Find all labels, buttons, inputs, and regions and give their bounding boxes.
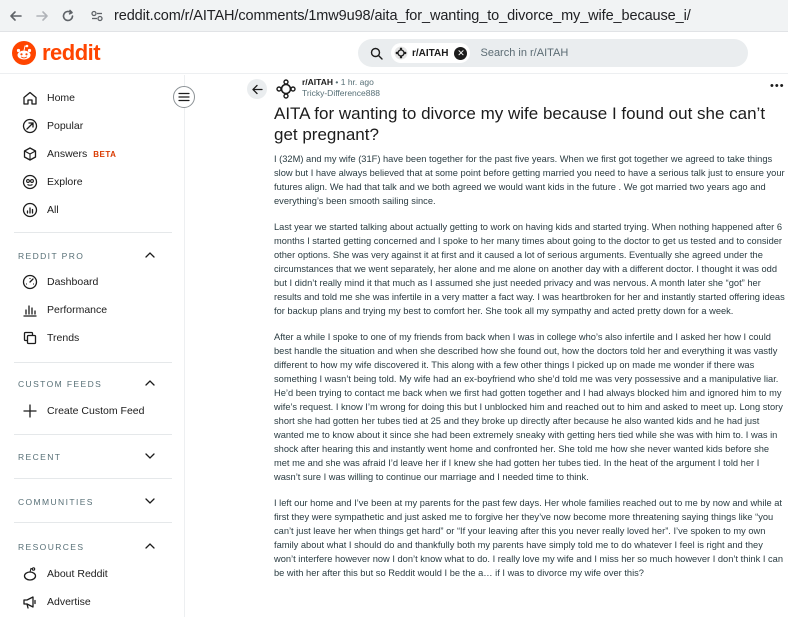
beta-badge: BETA	[93, 149, 117, 159]
explore-icon	[21, 173, 39, 191]
reddit-logo[interactable]	[12, 40, 100, 66]
post-meta	[302, 77, 374, 87]
chevron-up-icon[interactable]	[144, 540, 156, 552]
dashboard-icon	[21, 273, 39, 291]
address-bar[interactable]	[88, 4, 778, 28]
post-paragraph: After a while I spoke to one of my friends from back when I was in college who’s also infertile and I asked her how I could best handle the situation and when she described how she found out, how the doctors told her and everything it was vastly different to how my wife discovered it. This along with a few other things I picked up on made me wonder if there was something I wasn’t being told. My wife had an ex-boyfriend who she’d told me was very possessive and a manipulative liar. He’d been trying to contact me back when we first had gotten together and I had always blocked him and ignored him to my wife’s request. I know I’m wrong for doing this but I unblocked him and reached out to him and asked to meet up. Long story short she had gotten her tubes tied at 25 and they broke up directly after because he also wanted kids and he had just wanted me to know about it since she had been extremely sneaky with getting hers tied while she was with him to. I was in shock after hearing this and instantly went home and confronted her. She told me how she never wanted kids before she met me and she was afraid I’d leave her if I knew she had gotten her tubes tied. In the heat of the argument I told her I wasn’t sure I was willing to continue our marriage and I needed time to think.	[274, 332, 783, 482]
sidebar-item-trends[interactable]: Trends	[21, 328, 79, 348]
trends-icon	[21, 329, 39, 347]
sidebar-item-about-reddit[interactable]: About Reddit	[21, 564, 108, 584]
sidebar-item-answers[interactable]: Answers BETA	[21, 144, 116, 164]
search-icon	[370, 47, 383, 60]
all-icon	[21, 201, 39, 219]
sidebar-item-all[interactable]: All	[21, 200, 59, 220]
browser-toolbar	[0, 0, 788, 32]
clear-chip-icon[interactable]: ✕	[454, 47, 467, 60]
sidebar-item-advertise[interactable]: Advertise	[21, 592, 91, 612]
sidebar-item-performance[interactable]: Performance	[21, 300, 107, 320]
arrow-left-icon	[252, 84, 263, 95]
about-reddit-icon	[21, 565, 39, 583]
chevron-up-icon[interactable]	[144, 249, 156, 261]
sidebar-divider	[14, 478, 172, 479]
search-input[interactable]: Search in r/AITAH	[480, 47, 569, 59]
advertise-icon	[21, 593, 39, 611]
sidebar-toggle-button[interactable]	[173, 86, 195, 108]
hamburger-icon	[178, 92, 190, 102]
performance-icon	[21, 301, 39, 319]
answers-icon	[21, 145, 39, 163]
reload-icon[interactable]	[58, 6, 78, 26]
reddit-header	[0, 32, 788, 74]
reddit-snoo-icon	[12, 41, 36, 65]
sidebar-divider	[14, 232, 172, 233]
forward-arrow-icon[interactable]	[32, 6, 52, 26]
sidebar-item-explore[interactable]: Explore	[21, 172, 83, 192]
home-icon	[21, 89, 39, 107]
subreddit-search-chip[interactable]	[391, 43, 470, 63]
post-paragraph: I left our home and I’ve been at my parents for the past few days. Her whole families reached out to me by now and while at first they were sympathetic and just asked me to forgive her they’ve now become more threatening saying things like “you can’t just leave her when things get hard” or “If your leaving after this you never really loved her”. I’ve spoken to my own family about what I should do and thankfully both my parents have simply told me to do whatever I feel is right and they won’t interfere however now I don’t know what to do. I really love my wife and I miss her so much however I don’t think I can be with her after this but so Reddit would I be the a… if I was to divorce my wife over this?	[274, 498, 783, 578]
section-title-custom-feeds[interactable]: CUSTOM FEEDS	[18, 379, 103, 389]
search-bar[interactable]	[358, 39, 748, 67]
section-title-resources[interactable]: RESOURCES	[18, 542, 85, 552]
plus-icon	[21, 402, 39, 420]
chevron-up-icon[interactable]	[144, 377, 156, 389]
post-body	[274, 152, 786, 592]
chevron-down-icon[interactable]	[144, 495, 156, 507]
back-button[interactable]	[247, 79, 267, 99]
post-title: AITA for wanting to divorce my wife because I found out she can’t get pregnant?	[274, 104, 766, 144]
subreddit-avatar-icon	[394, 46, 408, 60]
post-paragraph: Last year we started talking about actually getting to work on having kids and started trying. When nothing happened after 6 months I started getting concerned and I spoke to her many times about going to the doctor to get us tested and to consider other options. She was very against it at first and it caused a lot of serious arguments. Eventually she agreed under the circumstances that we went separately, her alone and me alone on another day with a different doctor. I thought it was odd but I didn’t really mind it that much as I assumed she just needed privacy and was nervous. A month later she “got” her results and told me she was infertile in a very matter a fact way. I was heartbroken for her and instantly started offering ideas for backup plans and trying my best to comfort her. She took all my sympathy and acted pretty down for a week.	[274, 222, 785, 316]
sidebar-divider	[14, 434, 172, 435]
sidebar-item-dashboard[interactable]: Dashboard	[21, 272, 98, 292]
back-arrow-icon[interactable]	[6, 6, 26, 26]
section-title-reddit-pro[interactable]: REDDIT PRO	[18, 251, 85, 261]
sidebar-item-home[interactable]: Home	[21, 88, 75, 108]
section-title-communities[interactable]: COMMUNITIES	[18, 497, 94, 507]
url-text: reddit.com/r/AITAH/comments/1mw9u98/aita_for_wanting_to_divorce_my_wife_because_i/	[114, 8, 691, 24]
search-chip-label: r/AITAH	[412, 47, 449, 59]
chevron-down-icon[interactable]	[144, 450, 156, 462]
sidebar-item-create-custom-feed[interactable]: Create Custom Feed	[21, 401, 144, 421]
post-time: • 1 hr. ago	[335, 77, 374, 87]
sidebar-divider	[14, 362, 172, 363]
sidebar-divider	[14, 522, 172, 523]
subreddit-link[interactable]: r/AITAH	[302, 77, 334, 87]
site-settings-icon[interactable]	[88, 7, 106, 25]
popular-icon	[21, 117, 39, 135]
section-title-recent[interactable]: RECENT	[18, 452, 62, 462]
sidebar-item-popular[interactable]: Popular	[21, 116, 83, 136]
more-options-icon[interactable]: •••	[770, 80, 785, 92]
post-author[interactable]: Tricky-Difference888	[302, 88, 380, 98]
post-paragraph: I (32M) and my wife (31F) have been together for the past five years. When we first got together we agreed to take things slow but I have always believed that at some point before getting married you need to have a serious talk just to ensure your futures align. We had that talk and we both agreed we would want kids in the future . We got married two years ago and everything’s been smooth sailing since.	[274, 154, 785, 206]
reddit-wordmark: reddit	[42, 40, 101, 65]
subreddit-avatar-icon[interactable]	[276, 79, 296, 99]
